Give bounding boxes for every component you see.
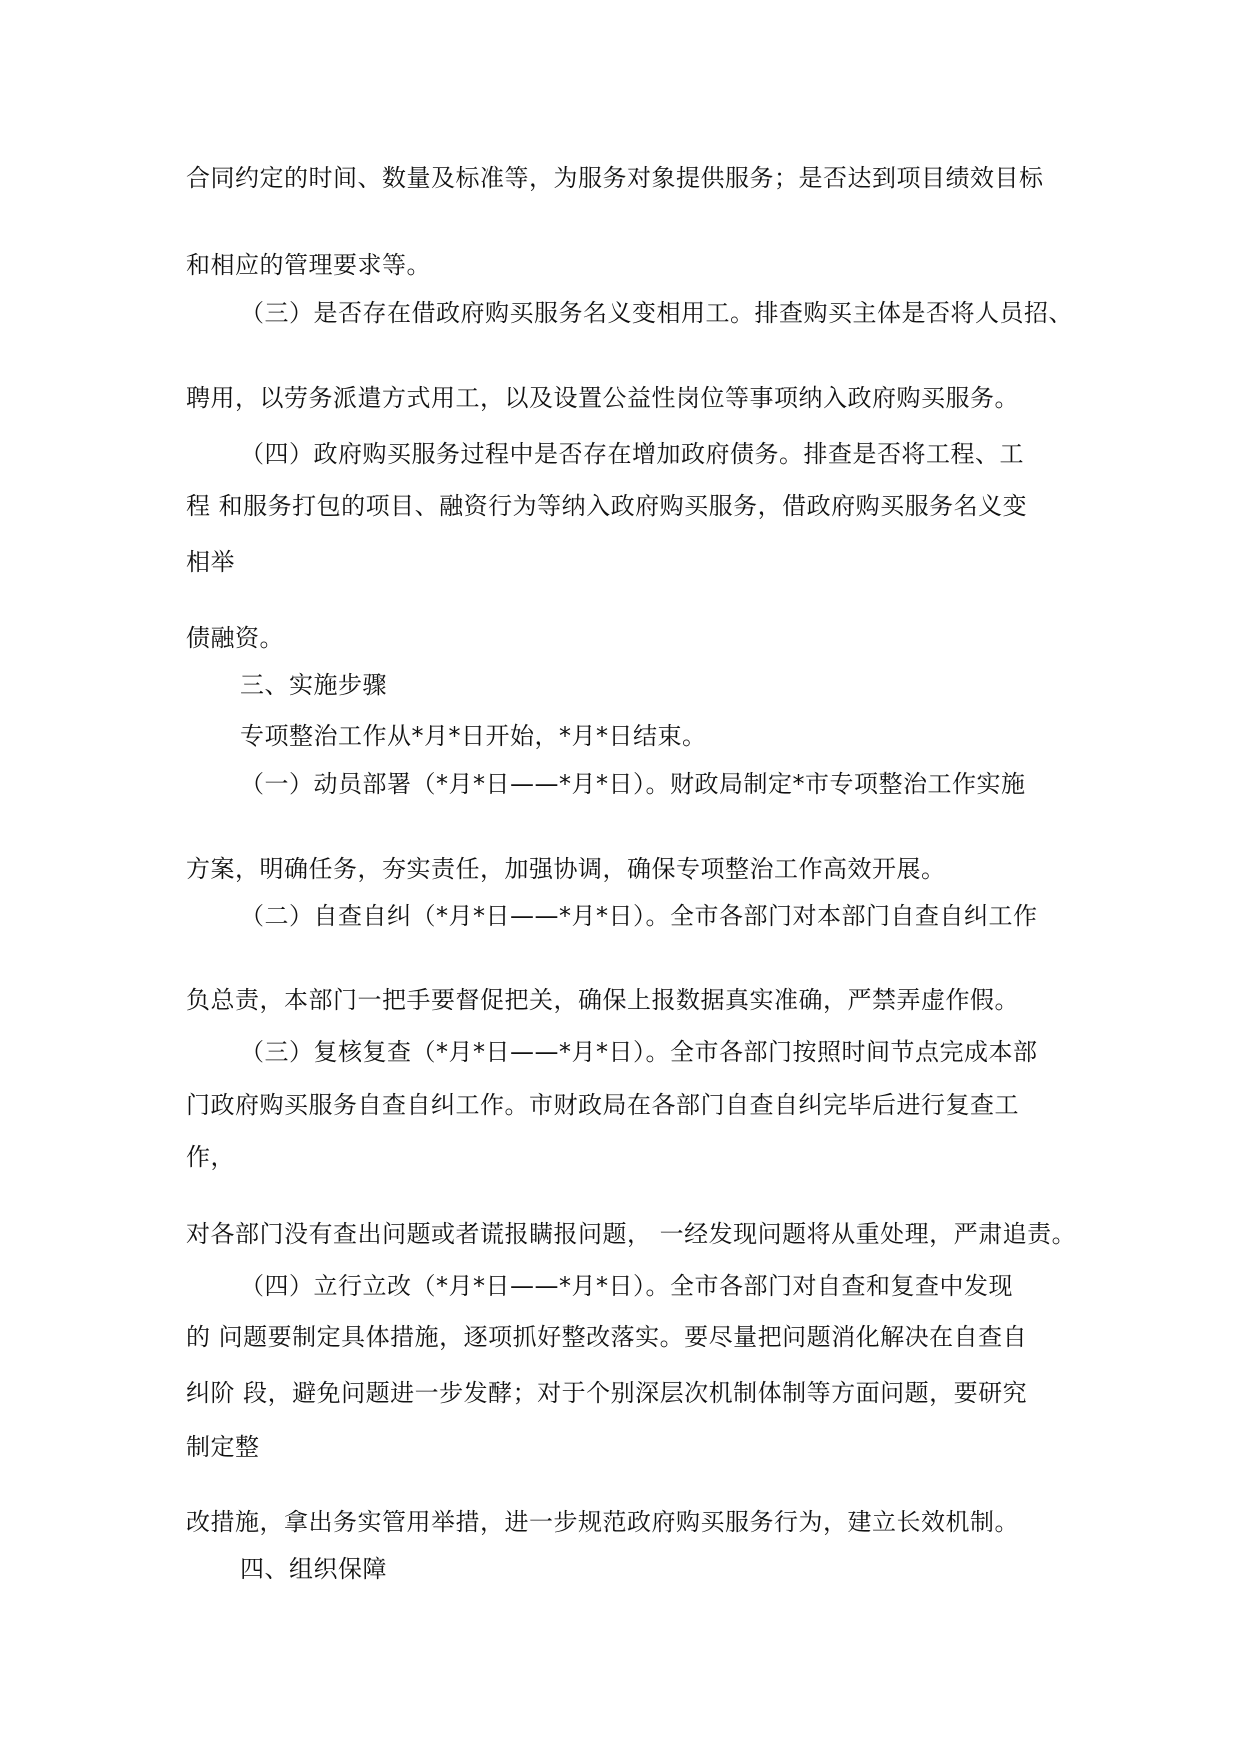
body-text-line: 合同约定的时间、数量及标准等，为服务对象提供服务；是否达到项目绩效目标 [186,164,1044,192]
body-text-line: 负总责，本部门一把手要督促把关，确保上报数据真实准确，严禁弄虚作假。 [186,986,1019,1014]
body-text-line: 和相应的管理要求等。 [186,251,431,279]
body-text-line: 制定整 [186,1433,260,1461]
body-text-line: 程 和服务打包的项目、融资行为等纳入政府购买服务，借政府购买服务名义变 [186,492,1028,520]
body-text-line: 债融资。 [186,624,284,652]
body-text-line: 的 问题要制定具体措施，逐项抓好整改落实。要尽量把问题消化解决在自查自 [186,1323,1028,1351]
paragraph-heading-4: （四）政府购买服务过程中是否存在增加政府债务。排查是否将工程、工 [240,440,1024,468]
body-text-line: 纠阶 段，避免问题进一步发酵；对于个别深层次机制体制等方面问题，要研究 [186,1379,1028,1407]
body-text-line: 门政府购买服务自查自纠工作。市财政局在各部门自查自纠完毕后进行复查工 [186,1091,1019,1119]
body-text-line: 相举 [186,548,235,576]
section-heading-4: 四、组织保障 [240,1555,387,1583]
body-text-line: 对各部门没有查出问题或者谎报瞒报问题， 一经发现问题将从重处理，严肃追责。 [186,1220,1077,1248]
body-text-line: 作， [186,1143,235,1171]
body-text-line: 专项整治工作从*月*日开始，*月*日结束。 [240,722,707,750]
body-text-line: 聘用，以劳务派遣方式用工，以及设置公益性岗位等事项纳入政府购买服务。 [186,384,1019,412]
paragraph-heading-3: （三）是否存在借政府购买服务名义变相用工。排查购买主体是否将人员招、 [240,299,1073,327]
body-text-line: 改措施，拿出务实管用举措，进一步规范政府购买服务行为，建立长效机制。 [186,1508,1019,1536]
step-heading-2: （二）自查自纠（*月*日——*月*日）。全市各部门对本部门自查自纠工作 [240,902,1038,930]
step-heading-4: （四）立行立改（*月*日——*月*日）。全市各部门对自查和复查中发现 [240,1272,1013,1300]
section-heading-3: 三、实施步骤 [240,671,387,699]
body-text-line: 方案，明确任务，夯实责任，加强协调，确保专项整治工作高效开展。 [186,855,946,883]
step-heading-1: （一）动员部署（*月*日——*月*日）。财政局制定*市专项整治工作实施 [240,770,1026,798]
step-heading-3: （三）复核复查（*月*日——*月*日）。全市各部门按照时间节点完成本部 [240,1038,1038,1066]
